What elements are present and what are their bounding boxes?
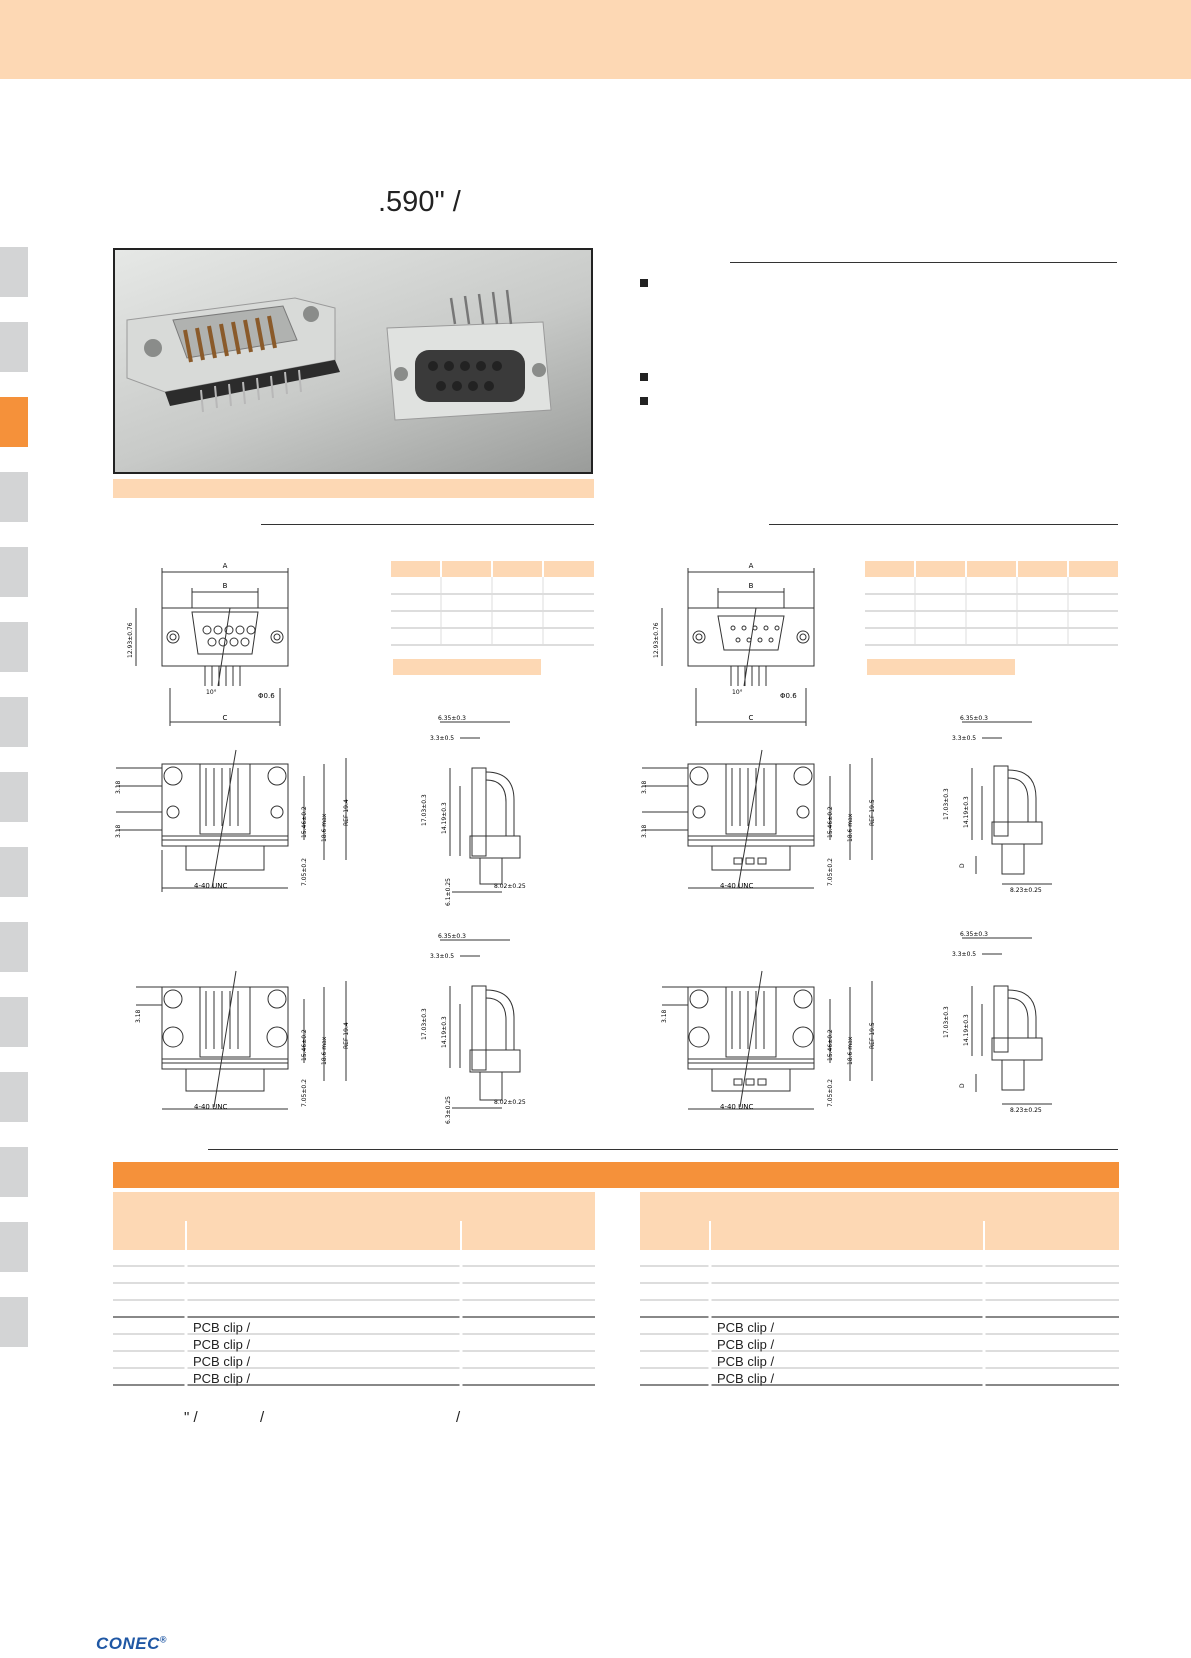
r-dim-A: A xyxy=(748,562,754,570)
right-header-sep-1 xyxy=(709,1221,711,1250)
left-dimension-table xyxy=(391,561,596,682)
side-tab-9[interactable] xyxy=(0,847,28,897)
r-dim-823: 8.23±0.25 xyxy=(1010,887,1042,894)
right-header-sep-2 xyxy=(983,1221,985,1250)
side-tab-14[interactable] xyxy=(0,1222,28,1272)
dim-318-c: 3.18 xyxy=(135,1009,142,1023)
dim-ref-2: REF 19.4 xyxy=(343,1022,350,1049)
side-tab-15[interactable] xyxy=(0,1297,28,1347)
left-side-view-drawing xyxy=(410,710,550,910)
dim-61: 6.1±0.25 xyxy=(445,878,452,906)
r-dim-ref: REF 19.5 xyxy=(869,799,876,826)
right-top-view-drawing xyxy=(636,710,916,900)
right-dimension-table xyxy=(865,561,1120,682)
side-tab-11[interactable] xyxy=(0,997,28,1047)
connector-illustration xyxy=(115,250,591,472)
r-dim-thread-2: 4-40 UNC xyxy=(720,1103,754,1111)
dim-C: C xyxy=(222,714,228,722)
dim-thread: 4-40 UNC xyxy=(194,882,228,890)
footnote-part-3: / xyxy=(456,1409,461,1426)
left-order-table xyxy=(113,1250,595,1390)
right-row-8: PCB clip / xyxy=(717,1371,775,1386)
side-tab-13[interactable] xyxy=(0,1147,28,1197)
r-dim-635-2: 6.35±0.3 xyxy=(960,931,988,938)
dim-phi: Φ0.6 xyxy=(258,692,275,700)
r-dim-318-b: 3.18 xyxy=(641,824,648,838)
dim-33-2: 3.3±0.5 xyxy=(430,953,455,960)
side-tab-5[interactable] xyxy=(0,547,28,597)
left-row-6: PCB clip / xyxy=(193,1337,251,1352)
photo-caption-bar xyxy=(113,479,594,498)
r-dim-1419-2: 14.19±0.3 xyxy=(963,1014,970,1046)
dim-1703: 17.03±0.3 xyxy=(421,794,428,826)
side-tab-4[interactable] xyxy=(0,472,28,522)
feature-bullet-2 xyxy=(640,373,648,381)
r-dim-823-2: 8.23±0.25 xyxy=(1010,1107,1042,1114)
footnote-part-2: / xyxy=(260,1409,265,1426)
dim-635: 6.35±0.3 xyxy=(438,715,466,722)
dim-705-2: 7.05±0.2 xyxy=(301,1079,308,1107)
side-tab-1[interactable] xyxy=(0,247,28,297)
ordering-rule xyxy=(208,1149,1118,1150)
r-dim-B: B xyxy=(748,582,754,590)
dim-802: 8.02±0.25 xyxy=(494,883,526,890)
r-dim-max: 18.6 max xyxy=(847,813,854,842)
side-tab-10[interactable] xyxy=(0,922,28,972)
dim-705: 7.05±0.2 xyxy=(301,858,308,886)
left-row-8: PCB clip / xyxy=(193,1371,251,1386)
dim-1546-2: 15.46±0.2 xyxy=(301,1029,308,1061)
dim-max: 18.6 max xyxy=(321,813,328,842)
r-dim-1703: 17.03±0.3 xyxy=(943,788,950,820)
dim-1419: 14.19±0.3 xyxy=(441,802,448,834)
feature-bullet-1 xyxy=(640,279,648,287)
side-tab-active[interactable] xyxy=(0,397,28,447)
dim-angle: 10° xyxy=(206,689,217,696)
r-dim-705: 7.05±0.2 xyxy=(827,858,834,886)
dim-318-a: 3.18 xyxy=(115,780,122,794)
dim-63: 6.3±0.25 xyxy=(445,1096,452,1124)
features-rule xyxy=(730,262,1117,263)
r-dim-thread: 4-40 UNC xyxy=(720,882,754,890)
left-header-sep-2 xyxy=(460,1221,462,1250)
left-row-5: PCB clip / xyxy=(193,1320,251,1335)
right-order-table xyxy=(640,1250,1119,1390)
dim-1546: 15.46±0.2 xyxy=(301,806,308,838)
right-side-view-drawing xyxy=(932,710,1072,910)
r-dim-D-2: D xyxy=(959,1083,966,1088)
logo-text: CONEC xyxy=(96,1634,160,1653)
side-tab-8[interactable] xyxy=(0,772,28,822)
right-order-header xyxy=(640,1192,1119,1250)
right-row-6: PCB clip / xyxy=(717,1337,775,1352)
right-front-view-drawing xyxy=(636,558,836,728)
dim-A: A xyxy=(222,562,228,570)
left-top-view-drawing xyxy=(110,710,390,900)
r-dim-max-2: 18.6 max xyxy=(847,1036,854,1065)
r-dim-1546: 15.46±0.2 xyxy=(827,806,834,838)
left-drawing-rule xyxy=(261,524,594,525)
top-banner xyxy=(0,0,1191,79)
side-tab-2[interactable] xyxy=(0,322,28,372)
r-dim-1419: 14.19±0.3 xyxy=(963,796,970,828)
dim-635-2: 6.35±0.3 xyxy=(438,933,466,940)
dim-ref: REF 19.4 xyxy=(343,799,350,826)
right-top-view-drawing-2 xyxy=(636,925,916,1115)
left-row-7: PCB clip / xyxy=(193,1354,251,1369)
left-top-view-drawing-2 xyxy=(110,925,390,1115)
page-title: .590" / xyxy=(378,186,461,218)
dim-1419-2: 14.19±0.3 xyxy=(441,1016,448,1048)
left-front-view-drawing xyxy=(110,558,310,728)
r-dim-1703-2: 17.03±0.3 xyxy=(943,1006,950,1038)
dim-802-2: 8.02±0.25 xyxy=(494,1099,526,1106)
r-dim-635: 6.35±0.3 xyxy=(960,715,988,722)
feature-bullet-3 xyxy=(640,397,648,405)
ordering-band xyxy=(113,1162,1119,1188)
right-side-view-drawing-2 xyxy=(932,928,1072,1128)
right-row-5: PCB clip / xyxy=(717,1320,775,1335)
r-dim-angle: 10° xyxy=(732,689,743,696)
r-dim-1546-2: 15.46±0.2 xyxy=(827,1029,834,1061)
side-tab-12[interactable] xyxy=(0,1072,28,1122)
conec-logo xyxy=(96,1634,167,1654)
left-header-sep-1 xyxy=(185,1221,187,1250)
left-side-view-drawing-2 xyxy=(410,928,550,1128)
dim-height: 12.93±0.76 xyxy=(127,622,134,658)
dim-33: 3.3±0.5 xyxy=(430,735,455,742)
r-dim-ref-2: REF 19.5 xyxy=(869,1022,876,1049)
side-tab-6[interactable] xyxy=(0,622,28,672)
r-dim-C: C xyxy=(748,714,754,722)
dim-thread-2: 4-40 UNC xyxy=(194,1103,228,1111)
dim-318-b: 3.18 xyxy=(115,824,122,838)
r-dim-318-c: 3.18 xyxy=(661,1009,668,1023)
dim-max-2: 18.6 max xyxy=(321,1036,328,1065)
r-dim-phi: Φ0.6 xyxy=(780,692,797,700)
r-dim-33: 3.3±0.5 xyxy=(952,735,977,742)
r-dim-height: 12.93±0.76 xyxy=(653,622,660,658)
right-drawing-rule xyxy=(769,524,1118,525)
r-dim-705-2: 7.05±0.2 xyxy=(827,1079,834,1107)
side-tab-7[interactable] xyxy=(0,697,28,747)
r-dim-318-a: 3.18 xyxy=(641,780,648,794)
logo-registered-mark: ® xyxy=(159,1634,168,1645)
product-photo xyxy=(113,248,593,474)
r-dim-33-2: 3.3±0.5 xyxy=(952,951,977,958)
footnote-part-1: " / xyxy=(184,1409,198,1426)
dim-1703-2: 17.03±0.3 xyxy=(421,1008,428,1040)
r-dim-D: D xyxy=(959,863,966,868)
right-row-7: PCB clip / xyxy=(717,1354,775,1369)
dim-B: B xyxy=(222,582,228,590)
